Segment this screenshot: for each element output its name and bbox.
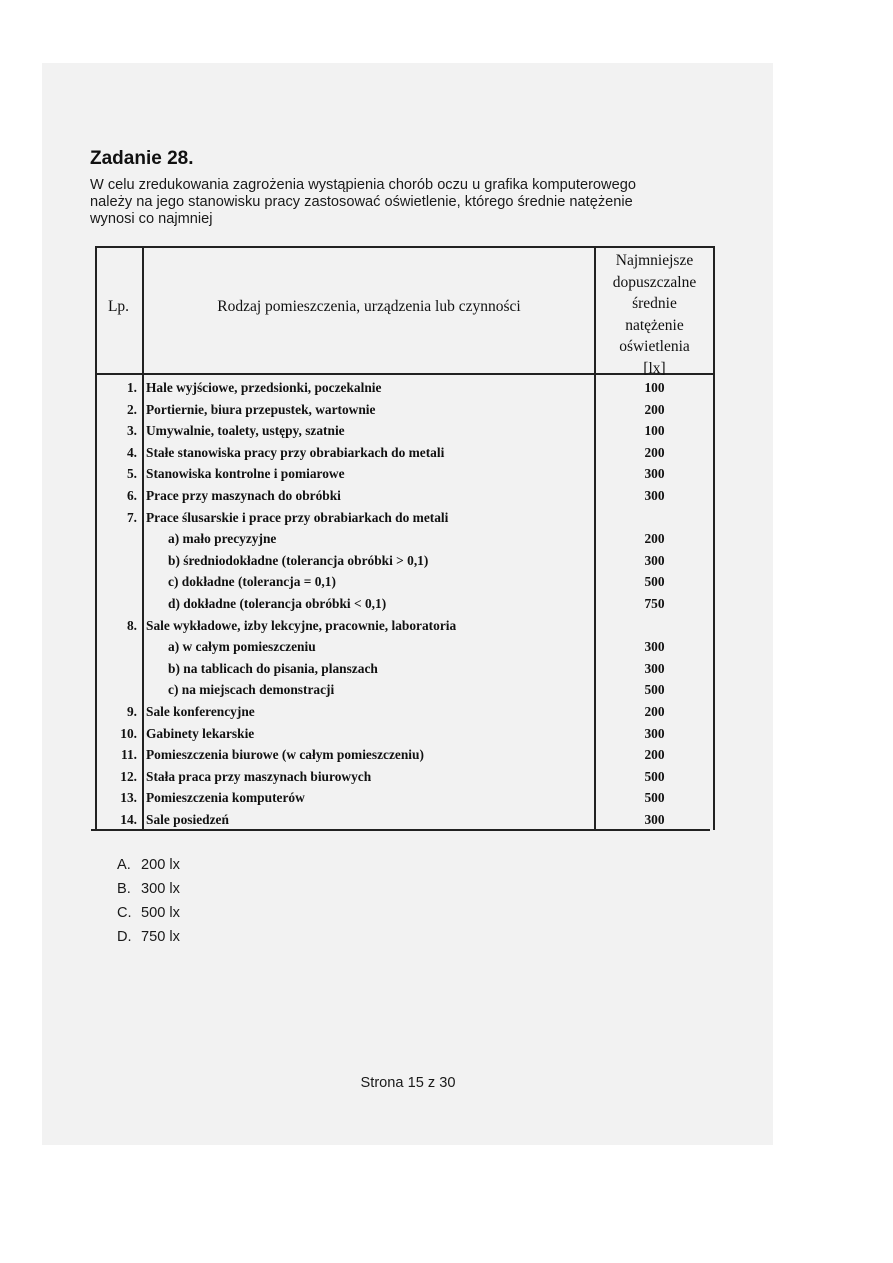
row-description: Stałe stanowiska pracy przy obrabiarkach do metali <box>146 444 445 460</box>
table-row <box>95 766 714 788</box>
row-description: Pomieszczenia biurowe (w całym pomieszczeniu) <box>146 747 424 763</box>
row-illuminance-value: 200 <box>644 531 665 547</box>
row-illuminance-value: 100 <box>644 423 665 439</box>
row-description: a) mało precyzyjne <box>168 531 277 547</box>
header-lux-line: oświetlenia <box>619 338 690 355</box>
table-border-top <box>95 246 714 248</box>
table-row <box>95 463 714 485</box>
header-lux-line: Najmniejsze <box>615 252 694 269</box>
table-row <box>95 442 714 464</box>
table-row <box>95 399 714 421</box>
answer-text: 200 lx <box>141 857 180 873</box>
header-lux-line: dopuszczalne <box>612 273 697 291</box>
row-number: 8. <box>126 617 137 633</box>
answer-option <box>117 925 180 949</box>
table-body <box>95 377 714 830</box>
table-row <box>95 723 714 745</box>
row-illuminance-value: 750 <box>644 595 665 611</box>
row-number: 14. <box>120 811 137 827</box>
row-description: d) dokładne (tolerancja obróbki < 0,1) <box>168 595 387 611</box>
header-lux-line: średnie <box>632 295 677 312</box>
table-row <box>95 615 714 637</box>
row-number: 3. <box>126 423 137 439</box>
row-number: 13. <box>120 790 137 806</box>
row-description: Gabinety lekarskie <box>146 725 255 741</box>
table-row <box>95 550 714 572</box>
row-illuminance-value: 500 <box>644 574 665 590</box>
row-description: b) średniodokładne (tolerancja obróbki > 0,1) <box>168 552 429 568</box>
row-number: 5. <box>126 466 137 482</box>
answer-text: 500 lx <box>141 905 180 921</box>
row-number: 4. <box>126 444 137 460</box>
header-min-illuminance <box>595 250 714 379</box>
header-lux-line: natężenie <box>625 316 684 334</box>
table-row <box>95 679 714 701</box>
row-description: c) dokładne (tolerancja = 0,1) <box>168 574 336 590</box>
row-description: Stała praca przy maszynach biurowych <box>146 768 372 784</box>
row-number: 6. <box>126 487 137 503</box>
row-description: Umywalnie, toalety, ustępy, szatnie <box>146 423 345 439</box>
table-row <box>95 636 714 658</box>
table-row <box>95 377 714 399</box>
answer-letter: A. <box>117 857 131 873</box>
header-lux-line: [lx] <box>643 359 666 377</box>
row-illuminance-value: 300 <box>644 725 665 741</box>
row-description: Sale konferencyjne <box>146 703 255 719</box>
task-intro <box>90 177 740 228</box>
row-number: 1. <box>126 380 137 395</box>
answer-option <box>117 853 180 877</box>
row-number: 7. <box>126 509 137 525</box>
row-number: 11. <box>121 747 137 763</box>
row-description: Prace przy maszynach do obróbki <box>146 487 341 503</box>
table-row <box>95 787 714 809</box>
row-illuminance-value: 200 <box>644 401 665 417</box>
illuminance-table <box>95 246 714 830</box>
row-illuminance-value: 500 <box>644 790 665 806</box>
row-illuminance-value: 300 <box>644 487 665 503</box>
row-description: c) na miejscach demonstracji <box>168 682 335 698</box>
row-number: 12. <box>120 768 137 784</box>
answer-option <box>117 901 180 925</box>
task-title: Zadanie 28. <box>90 148 194 169</box>
row-description: a) w całym pomieszczeniu <box>168 639 316 655</box>
table-row <box>95 658 714 680</box>
answer-letter: C. <box>117 905 132 921</box>
table-row <box>95 420 714 442</box>
table-row <box>95 571 714 593</box>
row-description: Sale posiedzeń <box>146 811 229 827</box>
table-row <box>95 809 714 831</box>
answer-letter: B. <box>117 881 131 897</box>
table-row <box>95 507 714 529</box>
row-illuminance-value: 300 <box>644 811 665 827</box>
answer-letter: D. <box>117 929 132 945</box>
header-lp: Lp. <box>107 298 130 315</box>
intro-line: W celu zredukowania zagrożenia wystąpienia chorób oczu u grafika komputerowego <box>90 177 636 193</box>
row-number: 2. <box>126 401 137 417</box>
table-row <box>95 744 714 766</box>
row-description: b) na tablicach do pisania, planszach <box>168 660 378 676</box>
table-row <box>95 701 714 723</box>
table-row <box>95 593 714 615</box>
row-illuminance-value: 200 <box>644 703 665 719</box>
row-description: Sale wykładowe, izby lekcyjne, pracownie, laboratoria <box>146 617 457 633</box>
table-row <box>95 485 714 507</box>
intro-line: należy na jego stanowisku pracy zastosować oświetlenie, którego średnie natężenie <box>90 194 633 210</box>
row-illuminance-value: 300 <box>644 639 665 655</box>
answer-text: 300 lx <box>141 881 180 897</box>
intro-line: wynosi co najmniej <box>90 211 213 227</box>
answer-options <box>117 853 180 949</box>
row-illuminance-value: 200 <box>644 747 665 763</box>
row-description: Hale wyjściowe, przedsionki, poczekalnie <box>146 380 382 395</box>
row-description: Pomieszczenia komputerów <box>146 790 305 806</box>
row-illuminance-value: 300 <box>644 552 665 568</box>
row-number: 10. <box>120 725 137 741</box>
answer-text: 750 lx <box>141 929 180 945</box>
row-illuminance-value: 100 <box>644 380 665 395</box>
row-illuminance-value: 500 <box>644 768 665 784</box>
row-illuminance-value: 300 <box>644 466 665 482</box>
row-description: Prace ślusarskie i prace przy obrabiarkach do metali <box>146 509 449 525</box>
row-illuminance-value: 300 <box>644 660 665 676</box>
table-row <box>95 528 714 550</box>
row-illuminance-value: 200 <box>644 444 665 460</box>
row-description: Stanowiska kontrolne i pomiarowe <box>146 466 345 482</box>
row-illuminance-value: 500 <box>644 682 665 698</box>
row-number: 9. <box>126 703 137 719</box>
header-room-type: Rodzaj pomieszczenia, urządzenia lub czynności <box>217 298 521 315</box>
page-number: Strona 15 z 30 <box>360 1075 456 1091</box>
row-description: Portiernie, biura przepustek, wartownie <box>146 401 376 417</box>
answer-option <box>117 877 180 901</box>
